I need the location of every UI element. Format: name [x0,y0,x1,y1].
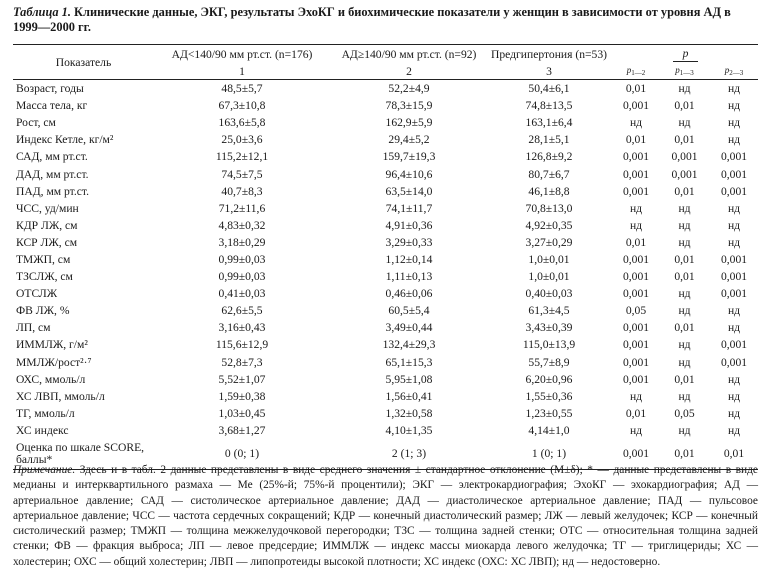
row-indicator: ТГ, ммоль/л [16,406,75,420]
table-row [13,200,758,217]
row-group-1-value: 48,5±5,7 [221,82,263,96]
row-indicator: Рост, см [16,116,56,130]
row-p-2-3: нд [727,82,741,96]
row-indicator: ОТСЛЖ [16,287,58,301]
row-group-1-value: 1,03±0,45 [218,406,266,420]
row-group-2-value: 2 (1; 3) [333,439,485,470]
row-indicator: ИММЛЖ, г/м² [16,338,88,352]
header-num-3: 3 [485,63,613,80]
row-indicator: ДАД, мм рт.ст. [16,167,89,181]
row-p-1-2: нд [629,423,643,437]
row-group-1-value: 0 (0; 1) [151,439,333,470]
row-group-3-value: 163,1±6,4 [525,116,573,130]
table-row [13,251,758,268]
table-row [13,336,758,353]
row-group-1-value: 62,6±5,5 [221,304,263,318]
header-num-1: 1 [151,63,333,80]
row-group-1-value: 74,5±7,5 [221,167,263,181]
row-p-1-2: нд [629,389,643,403]
caption-text: Клинические данные, ЭКГ, результаты ЭхоКГ и биохимические показатели у женщин в зависимости от уровня АД в 1999—2000 гг. [13,5,731,34]
row-group-3-value: 0,40±0,03 [525,287,573,301]
clinical-data-table [13,44,758,470]
row-group-2-value: 65,1±15,3 [385,355,433,369]
row-p-1-2: 0,01 [625,406,647,420]
row-p-1-3: 0,01 [674,270,695,284]
table-row [13,114,758,131]
row-indicator: ФВ ЛЖ, % [16,304,70,318]
row-group-2-value: 60,5±5,4 [388,304,430,318]
row-p-1-2: 0,001 [622,252,650,266]
row-p-2-3: 0,001 [720,252,748,266]
row-p-2-3: 0,001 [720,150,748,164]
row-p-2-3: нд [727,389,741,403]
table-row [13,268,758,285]
row-group-3-value: 115,0±13,9 [522,338,576,352]
header-group-2: АД≥140/90 мм рт.ст. (n=92) [333,45,485,64]
row-p-1-2: 0,001 [622,372,650,386]
table-row [13,183,758,200]
row-group-1-value: 25,0±3,6 [221,133,263,147]
row-p-1-2: 0,001 [622,150,650,164]
header-indicator: Показатель [13,45,151,80]
row-p-1-3: 0,01 [674,99,695,113]
row-p-1-2: 0,01 [625,235,647,249]
row-group-3-value: 55,7±8,9 [528,355,570,369]
row-p-1-2: 0,001 [622,167,650,181]
row-p-1-2: нд [629,116,643,130]
row-p-1-2: 0,001 [622,287,650,301]
table-row [13,165,758,182]
row-p-1-3: 0,01 [674,252,695,266]
row-p-2-3: 0,001 [720,270,748,284]
row-indicator: КСР ЛЖ, см [16,235,78,249]
row-group-3-value: 1,0±0,01 [528,252,570,266]
row-group-1-value: 4,83±0,32 [218,218,266,232]
row-group-2-value: 1,56±0,41 [385,389,433,403]
row-group-1-value: 52,8±7,3 [221,355,263,369]
row-p-1-3: 0,01 [674,372,695,386]
row-indicator: ЧСС, уд/мин [16,201,79,215]
row-group-1-value: 0,99±0,03 [218,270,266,284]
row-group-2-value: 74,1±11,7 [385,201,433,215]
table-caption [13,5,758,35]
row-p-1-2: 0,05 [625,304,647,318]
row-group-2-value: 1,12±0,14 [385,252,433,266]
table-row [13,80,758,98]
row-group-3-value: 3,27±0,29 [525,235,573,249]
header-p: p [613,45,758,64]
table-row [13,422,758,439]
row-p-1-3: нд [678,201,691,215]
row-p-1-3: нд [678,355,691,369]
row-indicator: ОХС, ммоль/л [16,372,86,386]
header-p-1-3: $p_{1—3}$ [659,63,710,80]
row-p-1-3: нд [678,235,691,249]
row-p-2-3: нд [727,406,741,420]
note-text: Здесь и в табл. 2 данные представлены в виде среднего значения ± стандартное отклонение (M±δ); * — данные представлены в виде медианы и интерквартильного размаха — Ме (25%-й; 75%-й процентили); ЭКГ — электрокардиография; ЭхоКГ — эхокардиография; АД — артериальное давление; САД — систолическое артериальное давление; ДАД — диастолическое артериальное давление; ПАД — пульсовое артериальное давление; ЧСС — частота сердечных сокращений; КДР — конечный диастолический размер; ЛЖ — левый желудочек; КСР — конечный систолический размер; ТМЖП — толщина межжелудочковой перегородки; ТЗС — толщина задней стенки; ОТС — относительная толщина задней стенки; ФВ — фракция выброса; ЛП — левое предсердие; ИММЛЖ — индекс массы миокарда левого желудочка; ТГ — триглицериды; ХС — холестерин; ОХС — общий холестерин; ЛВП — липопротеиды высокой плотности; ХС индекс (ОХС: ХС ЛВП); нд — недостоверно. [13,464,758,568]
header-group-3: Предгипертония (n=53) [485,45,613,64]
row-group-1-value: 0,99±0,03 [218,252,266,266]
row-p-2-3: нд [727,235,741,249]
row-indicator: ХС ЛВП, ммоль/л [16,389,105,403]
row-group-1-value: 3,16±0,43 [218,321,266,335]
row-p-2-3: нд [727,423,741,437]
row-group-2-value: 1,11±0,13 [385,270,433,284]
row-group-1-value: 3,18±0,29 [218,235,266,249]
row-p-2-3: 0,001 [720,184,748,198]
table-row [13,405,758,422]
row-group-2-value: 3,49±0,44 [385,321,433,335]
row-group-2-value: 132,4±29,3 [382,338,436,352]
row-group-3-value: 70,8±13,0 [525,201,573,215]
row-group-1-value: 115,6±12,9 [215,338,269,352]
row-indicator: КДР ЛЖ, см [16,218,78,232]
row-p-2-3: нд [727,116,741,130]
row-p-1-2: нд [629,201,643,215]
row-group-2-value: 5,95±1,08 [385,372,433,386]
row-p-1-3: нд [678,423,691,437]
row-indicator: САД, мм рт.ст. [16,150,88,164]
row-group-1-value: 5,52±1,07 [218,372,266,386]
table-row [13,97,758,114]
row-p-2-3: нд [727,321,741,335]
row-p-1-2: 0,001 [613,439,659,470]
row-p-1-3: 0,01 [674,321,695,335]
row-group-2-value: 52,2±4,9 [388,82,430,96]
row-group-3-value: 1,55±0,36 [525,389,573,403]
row-group-1-value: 115,2±12,1 [215,150,269,164]
table-body [13,80,758,470]
row-p-1-2: 0,001 [622,321,650,335]
row-group-2-value: 4,91±0,36 [385,218,433,232]
table-row [13,371,758,388]
row-group-3-value: 46,1±8,8 [528,184,570,198]
table-row [13,148,758,165]
row-group-1-value: 0,41±0,03 [218,287,266,301]
row-group-3-value: 6,20±0,96 [525,372,573,386]
table-row [13,302,758,319]
row-group-3-value: 80,7±6,7 [528,167,570,181]
header-row-groups [13,45,758,64]
row-group-2-value: 0,46±0,06 [385,287,433,301]
table-row [13,285,758,302]
table-row [13,354,758,371]
row-p-2-3: нд [727,133,741,147]
row-group-2-value: 1,32±0,58 [385,406,433,420]
row-group-3-value: 28,1±5,1 [528,133,570,147]
row-indicator: ХС индекс [16,423,69,437]
row-group-2-value: 78,3±15,9 [385,99,433,113]
row-p-1-2: 0,001 [622,338,650,352]
row-p-1-3: нд [678,304,691,318]
row-group-2-value: 63,5±14,0 [385,184,433,198]
table-row [13,217,758,234]
row-p-1-3: 0,001 [671,167,698,181]
row-p-2-3: 0,001 [720,287,748,301]
row-indicator: ММЛЖ/рост²·⁷ [16,355,92,369]
row-group-2-value: 162,9±5,9 [385,116,433,130]
row-group-3-value: 1,23±0,55 [525,406,573,420]
row-group-3-value: 4,92±0,35 [525,218,573,232]
row-group-3-value: 4,14±1,0 [528,423,570,437]
row-indicator: Возраст, годы [16,82,84,96]
row-p-1-2: 0,001 [622,355,650,369]
row-p-2-3: нд [727,218,741,232]
row-p-1-3: нд [678,82,691,96]
row-p-1-3: 0,01 [674,133,695,147]
row-p-1-2: 0,001 [622,184,650,198]
row-p-1-3: нд [678,287,691,301]
row-group-2-value: 3,29±0,33 [385,235,433,249]
row-group-3-value: 74,8±13,5 [525,99,573,113]
row-p-1-2: 0,01 [625,133,647,147]
header-num-2: 2 [333,63,485,80]
row-p-1-3: 0,01 [674,184,695,198]
row-p-1-3: 0,01 [659,439,710,470]
row-p-2-3: 0,001 [720,338,748,352]
header-p-1-2: $p_{1—2}$ [613,63,659,80]
row-group-2-value: 4,10±1,35 [385,423,433,437]
row-group-1-value: 40,7±8,3 [221,184,263,198]
row-group-1-value: 3,68±1,27 [218,423,266,437]
row-group-3-value: 50,4±6,1 [528,82,570,96]
row-p-1-3: 0,05 [674,406,695,420]
row-p-1-2: 0,01 [625,82,647,96]
row-p-1-3: нд [678,116,691,130]
row-p-1-3: нд [678,218,691,232]
row-p-1-3: 0,001 [671,150,698,164]
note-label: Примечание. [13,464,76,476]
row-indicator: Оценка по шкале SCORE, баллы* [13,439,151,470]
table-row [13,388,758,405]
header-group-1: АД<140/90 мм рт.ст. (n=176) [151,45,333,64]
row-p-2-3: 0,001 [720,167,748,181]
row-group-3-value: 3,43±0,39 [525,321,573,335]
table-row [13,131,758,148]
row-indicator: ТМЖП, см [16,252,71,266]
row-p-1-3: нд [678,389,691,403]
row-group-3-value: 61,3±4,5 [528,304,570,318]
row-indicator: ТЗСЛЖ, см [16,270,73,284]
row-p-1-2: 0,001 [622,270,650,284]
row-p-2-3: нд [727,304,741,318]
row-group-3-value: 1,0±0,01 [528,270,570,284]
row-group-1-value: 163,6±5,8 [218,116,266,130]
row-group-2-value: 159,7±19,3 [382,150,436,164]
table-note [13,463,758,570]
row-group-2-value: 96,4±10,6 [385,167,433,181]
row-indicator: Индекс Кетле, кг/м² [16,133,114,147]
row-p-1-3: нд [678,338,691,352]
row-p-2-3: нд [727,99,741,113]
row-indicator: ПАД, мм рт.ст. [16,184,89,198]
row-p-1-2: 0,001 [622,99,650,113]
row-indicator: Масса тела, кг [16,99,88,113]
row-group-1-value: 71,2±11,6 [218,201,266,215]
table-row [13,234,758,251]
row-group-1-value: 1,59±0,38 [218,389,266,403]
caption-label: Таблица 1. [13,5,71,19]
row-group-1-value: 67,3±10,8 [218,99,266,113]
row-p-2-3: 0,001 [720,355,748,369]
row-group-3-value: 126,8±9,2 [525,150,573,164]
row-p-1-2: нд [629,218,643,232]
row-p-2-3: нд [727,201,741,215]
row-p-2-3: 0,01 [710,439,758,470]
row-p-2-3: нд [727,372,741,386]
row-indicator: ЛП, см [16,321,51,335]
header-p-2-3: $p_{2—3}$ [710,63,758,80]
row-group-2-value: 29,4±5,2 [388,133,430,147]
row-group-3-value: 1 (0; 1) [485,439,613,470]
table-row [13,319,758,336]
